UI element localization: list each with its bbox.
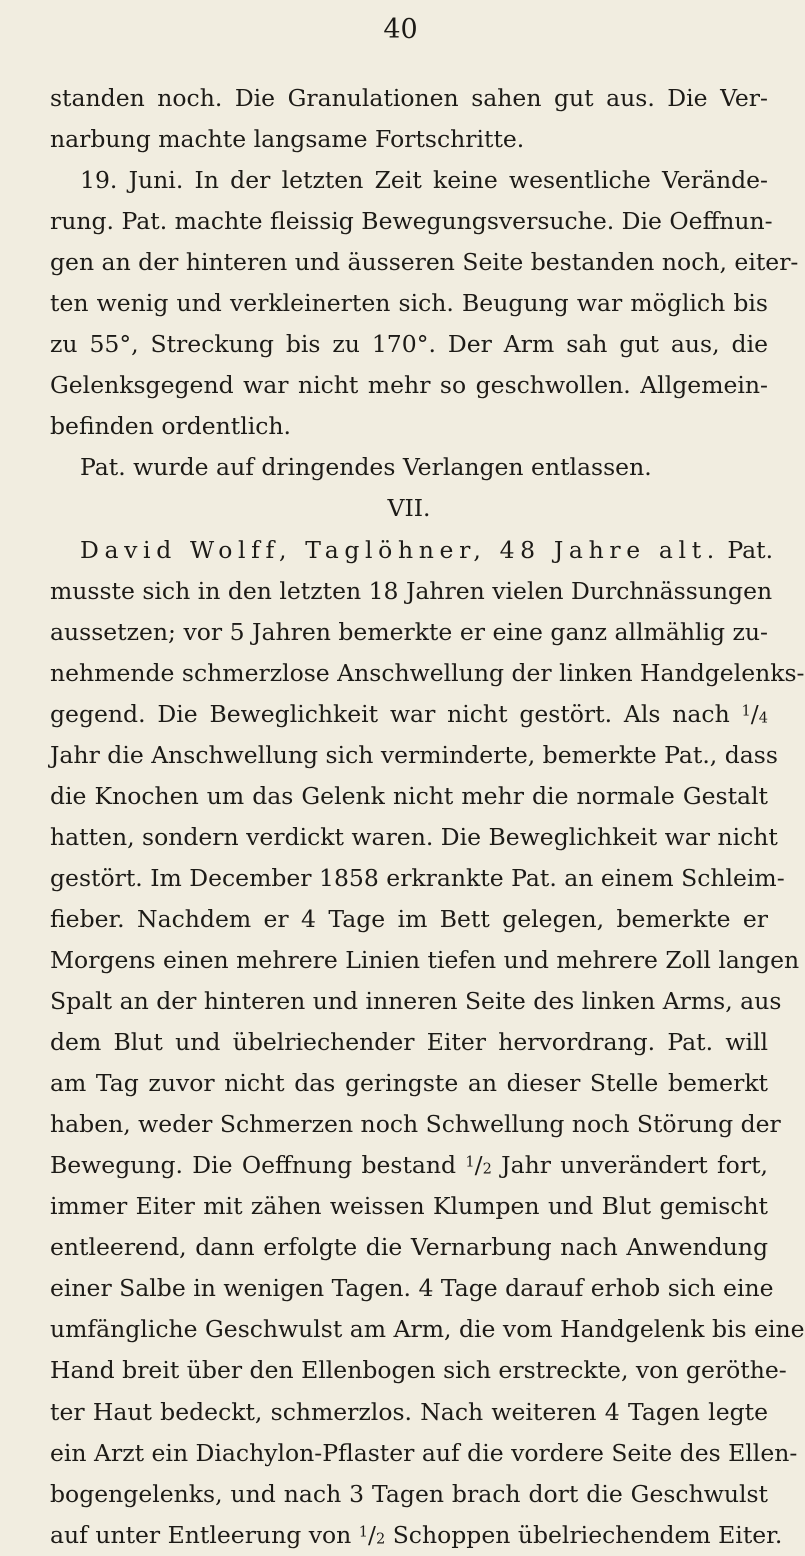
text-fragment: gegend. Die Beweglichkeit war nicht gestört. Als nach — [50, 699, 730, 728]
text-line: Jahr die Anschwellung sich verminderte, bemerkte Pat., dass — [50, 740, 778, 769]
text-line: Gelenksgegend war nicht mehr so geschwollen. Allgemein- — [50, 371, 768, 400]
text-line: ein Arzt ein Diachylon-Pflaster auf die vordere Seite des Ellen- — [50, 1438, 798, 1467]
fraction-numerator: 1 — [465, 1153, 475, 1171]
text-line — [50, 1145, 768, 1186]
text-line: bogengelenks, und nach 3 Tagen brach dort die Geschwulst — [50, 1479, 768, 1508]
fraction-slash: / — [368, 1520, 376, 1549]
text-line: immer Eiter mit zähen weissen Klumpen und Blut gemischt — [50, 1192, 768, 1221]
fraction-numerator: 1 — [741, 702, 751, 720]
text-line: Hand breit über den Ellenbogen sich erstreckte, von geröthe- — [50, 1356, 787, 1385]
page-number: 40 — [383, 14, 418, 45]
body-text — [50, 78, 805, 1556]
text-line: zu 55°, Streckung bis zu 170°. Der Arm sah gut aus, die — [50, 330, 768, 359]
text-line: Pat. wurde auf dringendes Verlangen entlassen. — [80, 453, 652, 482]
text-line: narbung machte langsame Fortschritte. — [50, 125, 525, 154]
text-line: nehmende schmerzlose Anschwellung der linken Handgelenks- — [50, 658, 805, 687]
fraction-denominator: 2 — [375, 1530, 386, 1548]
text-line: fieber. Nachdem er 4 Tage im Bett gelegen, bemerkte er — [50, 904, 768, 933]
text-line — [50, 694, 768, 735]
text-line: ter Haut bedeckt, schmerzlos. Nach weiteren 4 Tagen legte — [50, 1397, 768, 1426]
text-line: Spalt an der hinteren und inneren Seite des linken Arms, aus — [50, 987, 782, 1016]
fraction-numerator: 1 — [358, 1523, 369, 1541]
fraction-denominator: 2 — [482, 1160, 492, 1178]
text-line: standen noch. Die Granulationen sahen gut aus. Die Ver- — [50, 84, 768, 112]
text-line: einer Salbe in wenigen Tagen. 4 Tage darauf erhob sich eine — [50, 1274, 774, 1303]
section-heading: VII. — [387, 494, 431, 523]
fraction-slash: / — [474, 1151, 483, 1180]
case-header: David Wolff, Taglöhner, 48 Jahre alt. — [80, 535, 720, 564]
text-line: die Knochen um das Gelenk nicht mehr die normale Gestalt — [50, 781, 768, 810]
text-fragment: Bewegung. Die Oeffnung bestand — [50, 1151, 457, 1180]
text-line: hatten, sondern verdickt waren. Die Beweglichkeit war nicht — [50, 822, 778, 851]
text-fragment: Jahr unverändert fort, — [501, 1151, 768, 1180]
text-fragment: Schoppen übelriechendem Eiter. — [392, 1520, 783, 1549]
text-line: dem Blut und übelriechender Eiter hervordrang. Pat. will — [50, 1028, 768, 1057]
text-line: 19. Juni. In der letzten Zeit keine wesentliche Verände- — [80, 166, 768, 195]
fraction-slash: / — [750, 699, 759, 728]
fraction-half — [465, 1151, 491, 1179]
text-line: gen an der hinteren und äusseren Seite bestanden noch, eiter- — [50, 248, 799, 277]
text-line: befinden ordentlich. — [50, 412, 292, 441]
case-header-line — [50, 530, 774, 571]
text-line — [50, 1515, 783, 1556]
text-fragment: auf unter Entleerung von — [50, 1520, 352, 1549]
text-fragment: Pat. — [727, 535, 774, 564]
text-line: aussetzen; vor 5 Jahren bemerkte er eine ganz allmählig zu- — [50, 617, 768, 646]
text-line: entleerend, dann erfolgte die Vernarbung nach Anwendung — [50, 1233, 768, 1262]
text-line: rung. Pat. machte fleissig Bewegungsversuche. Die Oeffnun- — [50, 207, 773, 236]
text-line: musste sich in den letzten 18 Jahren vielen Durchnässungen — [50, 576, 773, 605]
text-line: am Tag zuvor nicht das geringste an dieser Stelle bemerkt — [50, 1069, 768, 1098]
text-line: gestört. Im December 1858 erkrankte Pat. an einem Schleim- — [50, 863, 785, 892]
fraction-quarter — [742, 700, 768, 728]
text-line: haben, weder Schmerzen noch Schwellung noch Störung der — [50, 1110, 781, 1139]
text-line: Morgens einen mehrere Linien tiefen und mehrere Zoll langen — [50, 945, 800, 974]
text-line: umfängliche Geschwulst am Arm, die vom Handgelenk bis eine — [50, 1315, 805, 1344]
fraction-half — [359, 1521, 385, 1549]
text-line: ten wenig und verkleinerten sich. Beugung war möglich bis — [50, 289, 768, 318]
fraction-denominator: 4 — [758, 709, 768, 727]
